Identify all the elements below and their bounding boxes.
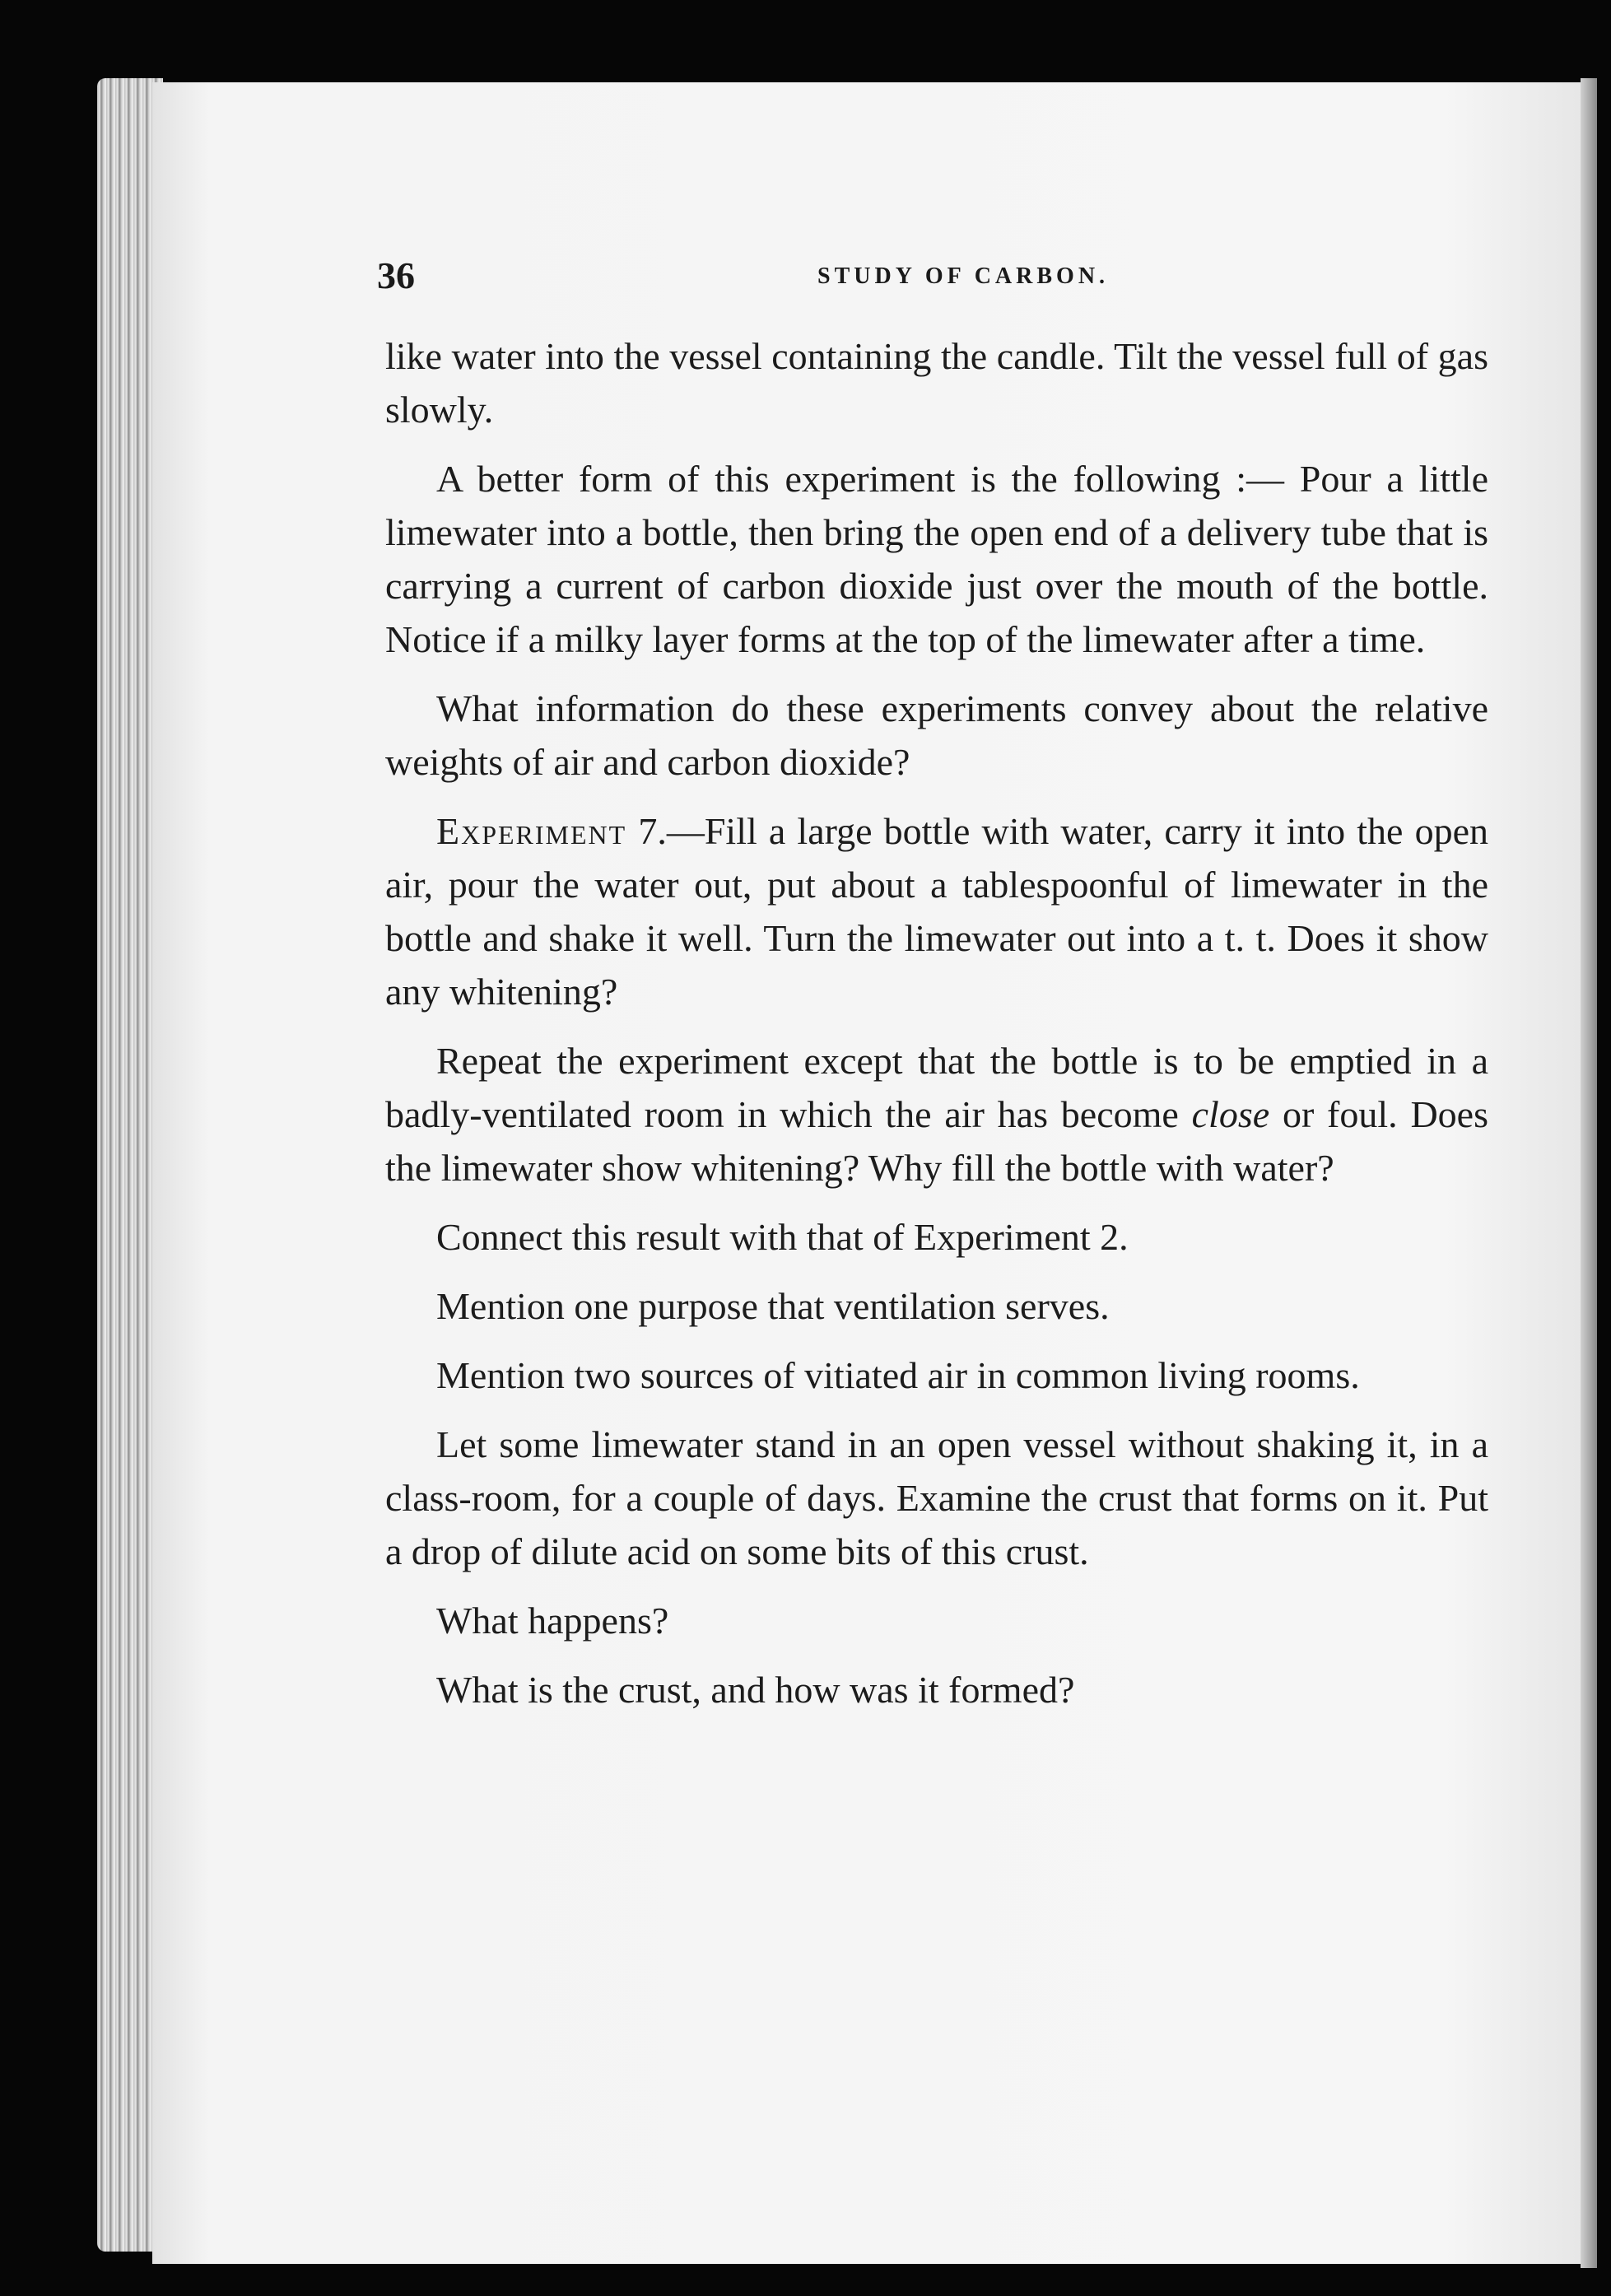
paragraph: What is the crust, and how was it formed? xyxy=(436,1669,1075,1711)
paragraph: like water into the vessel containing the candle. Tilt the vessel full of gas slowly. xyxy=(385,335,1488,431)
paragraph: What information do these experiments convey about the relative weights of air and carbon dioxide? xyxy=(385,687,1488,783)
page-number: 36 xyxy=(377,254,415,296)
paragraph: Mention one purpose that ventilation serves. xyxy=(436,1285,1110,1327)
paragraph: A better form of this experiment is the following :— Pour a little limewater into a bottle, then bring the open end of a delivery tube that is carrying a current of carbon dioxide just over the mouth of the bottle. Notice if a milky layer forms at the top of the limewater after a time. xyxy=(385,458,1488,660)
paragraph xyxy=(385,1034,1488,1195)
page-right-edge xyxy=(1581,78,1597,2268)
paragraph: Mention two sources of vitiated air in common living rooms. xyxy=(436,1354,1360,1396)
paragraph-text: 7.—Fill a large bottle with water, carry it into the open air, pour the water out, put about a tablespoonful of limewater in the bottle and shake it well. Turn the limewater out into a t. t. Does it show any whitening? xyxy=(385,810,1488,1013)
italic-word: close xyxy=(1191,1093,1270,1135)
experiment-label: Experiment xyxy=(436,810,627,852)
paragraph-text: Repeat the experiment except that the bottle is to be emptied in a badly-ventilated room in which the air has become xyxy=(385,1040,1488,1135)
paragraph xyxy=(385,804,1488,1018)
paragraph: Connect this result with that of Experiment 2. xyxy=(436,1216,1129,1258)
paragraph: Let some limewater stand in an open vessel without shaking it, in a class-room, for a couple of days. Examine the crust that forms on it. Put a drop of dilute acid on some bits of this crust. xyxy=(385,1423,1488,1572)
paragraph: What happens? xyxy=(436,1600,669,1642)
running-title: STUDY OF CARBON. xyxy=(817,263,1110,289)
running-head xyxy=(221,247,1422,313)
body-text xyxy=(385,329,1488,1732)
paragraph-text: or foul. Does the limewater show whitening? Why fill the bottle with water? xyxy=(385,1093,1488,1189)
